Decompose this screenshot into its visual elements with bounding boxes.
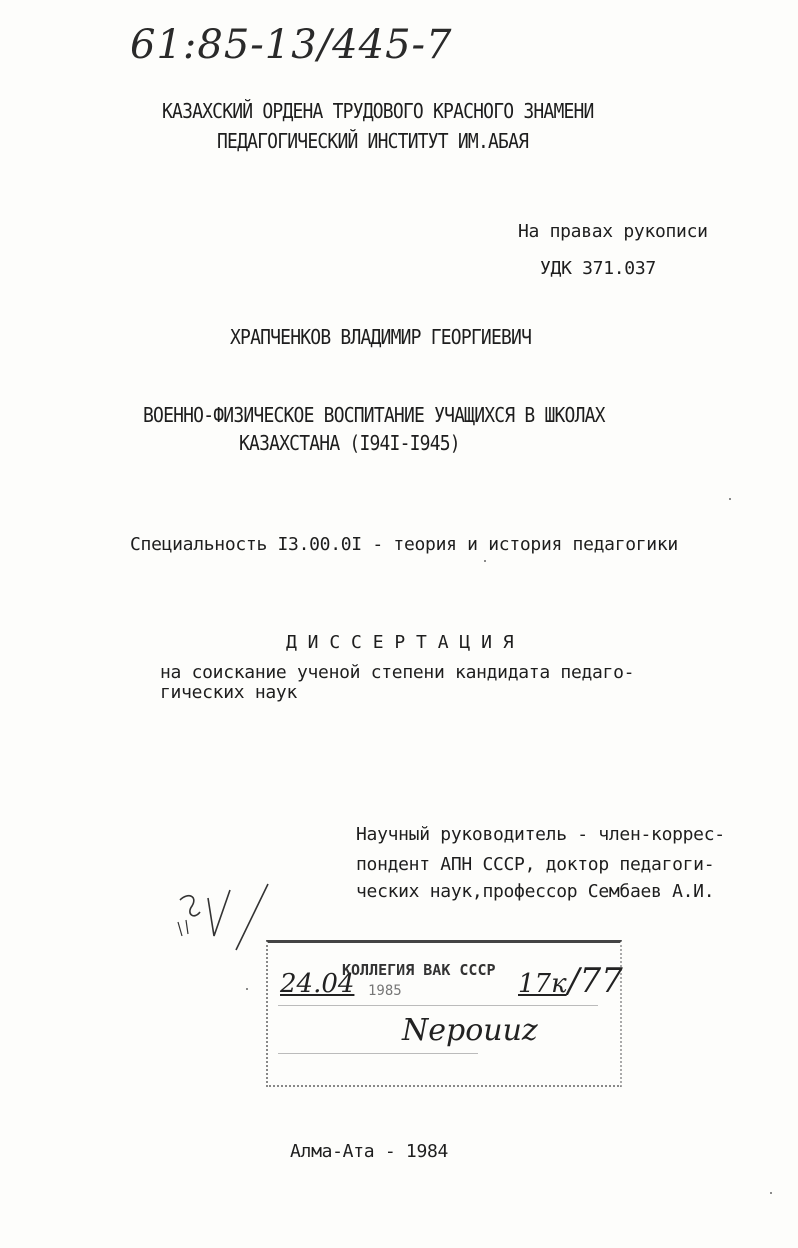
supervisor-line-2: пондент АПН СССР, доктор педагоги- — [356, 854, 715, 875]
stamp-date: 24.04 — [280, 969, 355, 999]
institution-line-2: ПЕДАГОГИЧЕСКИЙ ИНСТИТУТ ИМ.АБАЯ — [217, 130, 529, 154]
document-type: Д И С С Е Р Т А Ц И Я — [286, 632, 514, 653]
stamp-signature: Nepouuz — [402, 1013, 538, 1048]
title-line-1: ВОЕННО-ФИЗИЧЕСКОЕ ВОСПИТАНИЕ УЧАЩИХСЯ В ШКОЛАХ — [143, 404, 605, 428]
supervisor-line-1: Научный руководитель - член-коррес- — [356, 824, 725, 845]
stamp-rule — [278, 1053, 478, 1054]
stamp-rule — [278, 1005, 598, 1006]
paper-speck — [770, 1192, 772, 1194]
stamp-number: 17к — [518, 969, 567, 999]
udk-code: УДК 371.037 — [540, 258, 656, 279]
institution-line-1: КАЗАХСКИЙ ОРДЕНА ТРУДОВОГО КРАСНОГО ЗНАМЕНИ — [162, 100, 594, 124]
paper-speck — [729, 498, 731, 500]
degree-line-2: гических наук — [160, 682, 297, 703]
author-name: ХРАПЧЕНКОВ ВЛАДИМИР ГЕОРГИЕВИЧ — [230, 326, 532, 350]
archive-code-handwritten: 61:85-13/445-7 — [130, 22, 453, 68]
title-line-2: КАЗАХСТАНА (I94I-I945) — [239, 432, 460, 456]
paper-speck — [246, 988, 248, 990]
supervisor-line-3: ческих наук,профессор Сембаев А.И. — [356, 881, 715, 902]
city-year: Алма-Ата - 1984 — [290, 1141, 449, 1162]
paper-speck — [484, 560, 486, 562]
vak-stamp — [266, 940, 622, 1087]
stamp-number-2: /77 — [568, 961, 623, 1001]
stamp-header: КОЛЛЕГИЯ ВАК СССР — [342, 961, 496, 979]
degree-line-1: на соискание ученой степени кандидата педаго- — [160, 662, 635, 683]
manuscript-rights: На правах рукописи — [518, 221, 708, 242]
stamp-year: 1985 — [368, 983, 402, 999]
specialty: Специальность I3.00.0I - теория и история педагогики — [130, 534, 678, 555]
handwritten-initials — [170, 880, 280, 960]
